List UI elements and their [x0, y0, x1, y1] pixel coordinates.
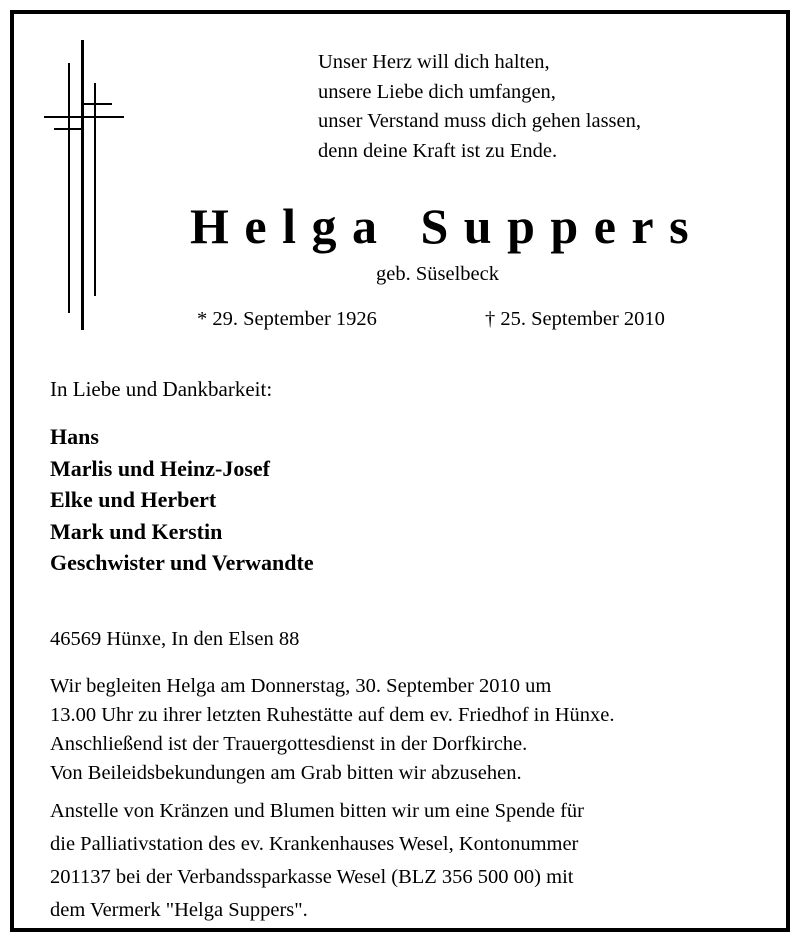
address: 46569 Hünxe, In den Elsen 88	[50, 628, 300, 650]
donation-line: Anstelle von Kränzen und Blumen bitten wir um eine Spende für	[50, 800, 585, 822]
donation-line: die Palliativstation des ev. Krankenhauses Wesel, Kontonummer	[50, 833, 579, 855]
funeral-line: Anschließend ist der Trauergottesdienst in der Dorfkirche.	[50, 733, 528, 755]
poem-line: denn deine Kraft ist zu Ende.	[318, 139, 558, 162]
mourner: Mark und Kerstin	[50, 518, 223, 544]
poem	[318, 48, 641, 166]
mourner: Geschwister und Verwandte	[50, 550, 314, 575]
funeral-line: Von Beileidsbekundungen am Grab bitten wir abzusehen.	[50, 762, 522, 784]
poem-line: unser Verstand muss dich gehen lassen,	[318, 110, 642, 132]
funeral-line: 13.00 Uhr zu ihrer letzten Ruhestätte auf dem ev. Friedhof in Hünxe.	[50, 704, 615, 726]
funeral-line: Wir begleiten Helga am Donnerstag, 30. September 2010 um	[50, 675, 552, 697]
funeral-notice	[50, 672, 615, 788]
death-date: † 25. September 2010	[485, 308, 665, 330]
mourners-list	[50, 421, 314, 579]
born-name: geb. Süselbeck	[376, 263, 499, 285]
poem-line: Unser Herz will dich halten,	[318, 51, 550, 73]
birth-date: * 29. September 1926	[197, 308, 377, 330]
poem-line: unsere Liebe dich umfangen,	[318, 80, 556, 103]
dedication: In Liebe und Dankbarkeit:	[50, 377, 273, 401]
mourner: Hans	[50, 424, 99, 449]
donation-line: dem Vermerk "Helga Suppers".	[50, 899, 308, 921]
donation-notice	[50, 795, 584, 927]
donation-line: 201137 bei der Verbandssparkasse Wesel (BLZ 356 500 00) mit	[50, 866, 574, 888]
deceased-name: Helga Suppers	[190, 198, 705, 254]
mourner: Marlis und Heinz-Josef	[50, 455, 270, 481]
mourner: Elke und Herbert	[50, 487, 217, 512]
